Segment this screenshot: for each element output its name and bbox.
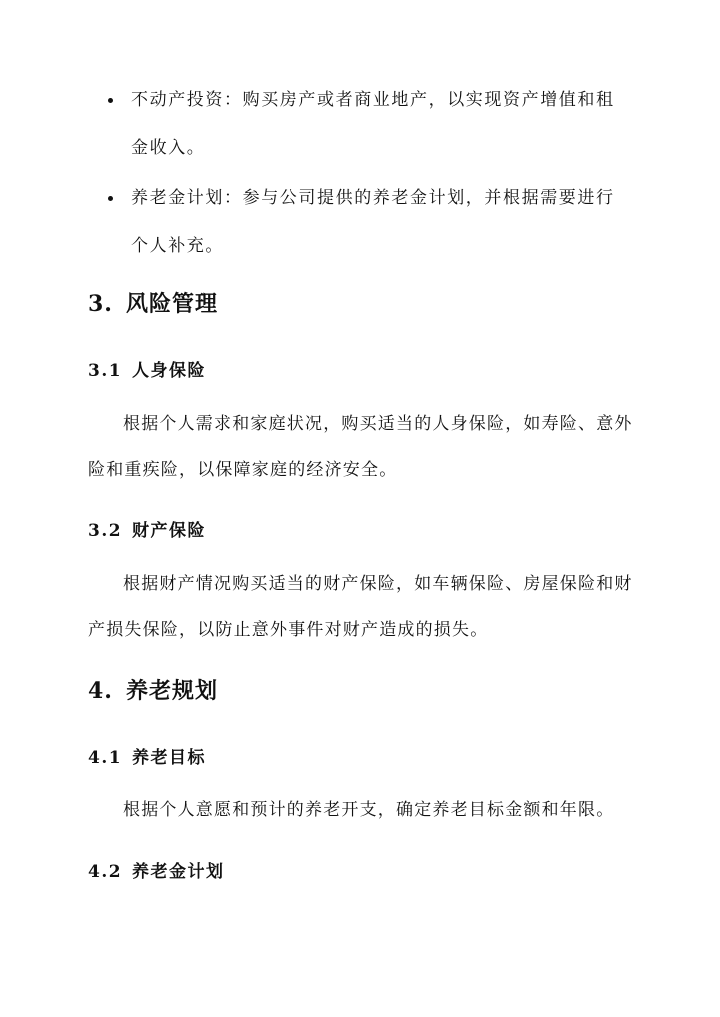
bullet-dot [108,98,113,103]
subsection-number: 4.2 [88,862,123,882]
subsection-number: 4.1 [88,748,123,768]
section-title: 养老规划 [126,678,219,704]
subsection-title: 人身保险 [132,361,206,381]
bullet-text: 养老金计划：参与公司提供的养老金计划，并根据需要进行个人补充。 [131,188,615,256]
section-title: 风险管理 [126,291,219,317]
subsection-heading-pension-plan [88,857,225,882]
subsection-heading-property-insurance [88,516,206,541]
subsection-heading-retirement-goal [88,743,206,768]
bullet-dot [108,196,113,201]
section-heading-risk-management [88,287,218,318]
subsection-number: 3.1 [88,361,123,381]
section-heading-retirement-planning [88,674,218,705]
paragraph-retirement-goal: 根据个人意愿和预计的养老开支，确定养老目标金额和年限。 [123,800,615,820]
paragraph-property-insurance: 根据财产情况购买适当的财产保险，如车辆保险、房屋保险和财产损失保险，以防止意外事件对财产造成的损失。 [88,574,633,640]
subsection-heading-life-insurance [88,356,206,381]
section-number: 4. [88,678,113,704]
bullet-text: 不动产投资：购买房产或者商业地产，以实现资产增值和租金收入。 [131,90,615,158]
subsection-number: 3.2 [88,521,123,541]
subsection-title: 养老金计划 [132,862,225,882]
subsection-title: 财产保险 [132,521,206,541]
paragraph-life-insurance: 根据个人需求和家庭状况，购买适当的人身保险，如寿险、意外险和重疾险，以保障家庭的经济安全。 [88,414,633,480]
section-number: 3. [88,291,113,317]
subsection-title: 养老目标 [132,748,206,768]
